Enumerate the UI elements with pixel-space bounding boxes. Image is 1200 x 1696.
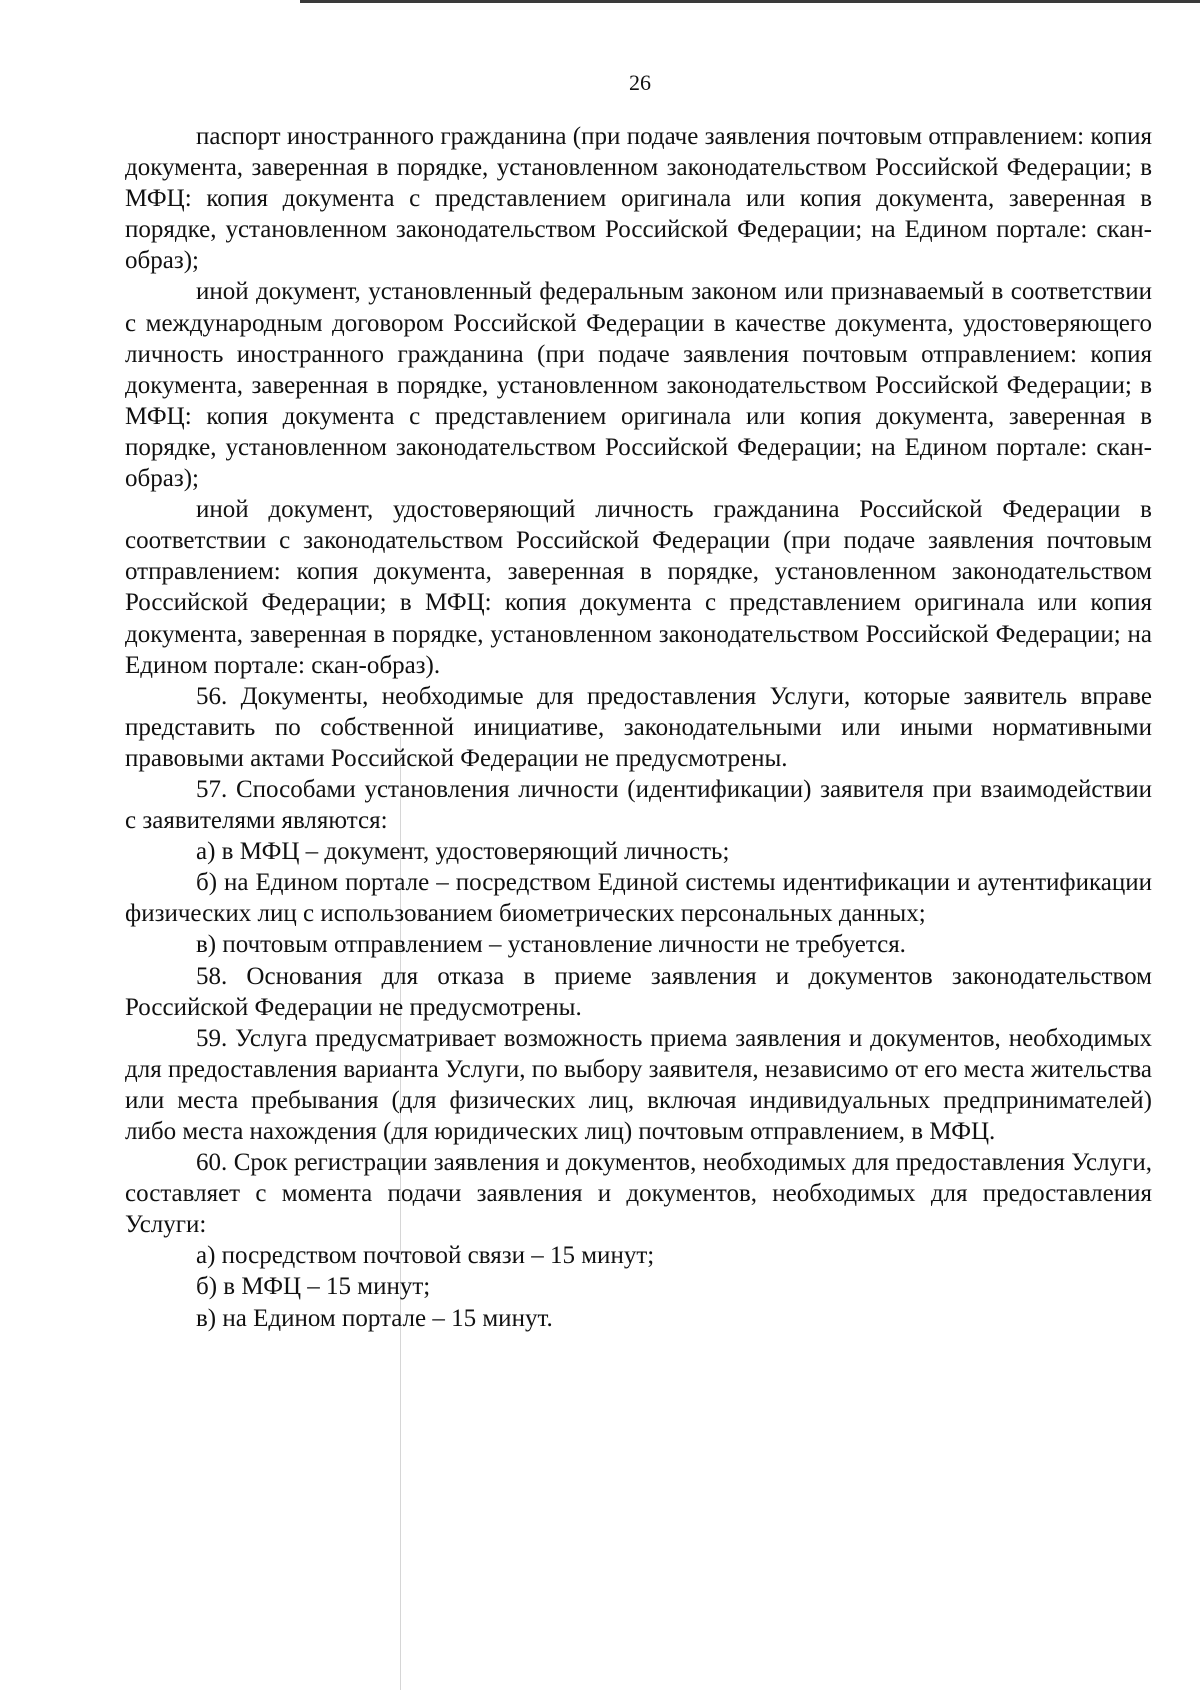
- paragraph-59: 59. Услуга предусматривает возможность приема заявления и документов, необходимых для предоставления варианта Услуги, по выбору заявителя, независимо от его места жительства или места пребывания (для физических лиц, включая индивидуальных предпринимателей) либо места нахождения (для юридических лиц) почтовым отправлением, в МФЦ.: [125, 1024, 1152, 1145]
- list-item-57c: в) почтовым отправлением – установление личности не требуется.: [196, 931, 906, 959]
- paragraph-foreign-other-document: иной документ, установленный федеральным законом или признаваемый в соответствии с международным договором Российской Федерации в качестве документа, удостоверяющего личность иностранного гражданина (при подаче заявления почтовым отправлением: копия документа, заверенная в порядке, установленном законодательством Российской Федерации; в МФЦ: копия документа с представлением оригинала или копия документа, заверенная в порядке, установленном законодательством Российской Федерации; на Едином портале: скан-образ);: [125, 278, 1152, 493]
- list-item-60b: б) в МФЦ – 15 минут;: [196, 1273, 431, 1301]
- paragraph-60: 60. Срок регистрации заявления и документов, необходимых для предоставления Услуги, составляет с момента подачи заявления и документов, необходимых для предоставления Услуги:: [125, 1149, 1152, 1239]
- paragraph-citizen-other-document: иной документ, удостоверяющий личность гражданина Российской Федерации в соответствии с законодательством Российской Федерации (при подаче заявления почтовым отправлением: копия документа, заверенная в порядке, установленном законодательством Российской Федерации; в МФЦ: копия документа с представлением оригинала или копия документа, заверенная в порядке, установленном законодательством Российской Федерации; на Едином портале: скан-образ).: [125, 496, 1152, 679]
- scan-edge-line: [300, 0, 1200, 3]
- list-item-57a: а) в МФЦ – документ, удостоверяющий личность;: [196, 838, 730, 866]
- paragraph-57: 57. Способами установления личности (идентификации) заявителя при взаимодействии с заявителями являются:: [125, 775, 1152, 835]
- paragraph-58: 58. Основания для отказа в приеме заявления и документов законодательством Российской Федерации не предусмотрены.: [125, 962, 1152, 1021]
- paragraph-56: 56. Документы, необходимые для предоставления Услуги, которые заявитель вправе представить по собственной инициативе, законодательными или иными нормативными правовыми актами Российской Федерации не предусмотрены.: [125, 682, 1152, 772]
- list-item-60a: а) посредством почтовой связи – 15 минут;: [196, 1242, 655, 1270]
- paragraph-foreign-passport: паспорт иностранного гражданина (при подаче заявления почтовым отправлением: копия документа, заверенная в порядке, установленном законодательством Российской Федерации; в МФЦ: копия документа с представлением оригинала или копия документа, заверенная в порядке, установленном законодательством Российской Федерации; на Едином портале: скан-образ);: [125, 123, 1152, 275]
- page-number: 26: [629, 70, 651, 95]
- document-body: [125, 121, 1152, 1334]
- list-item-60c: в) на Едином портале – 15 минут.: [196, 1304, 553, 1332]
- list-item-57b: б) на Едином портале – посредством Единой системы идентификации и аутентификации физических лиц с использованием биометрических персональных данных;: [125, 869, 1152, 928]
